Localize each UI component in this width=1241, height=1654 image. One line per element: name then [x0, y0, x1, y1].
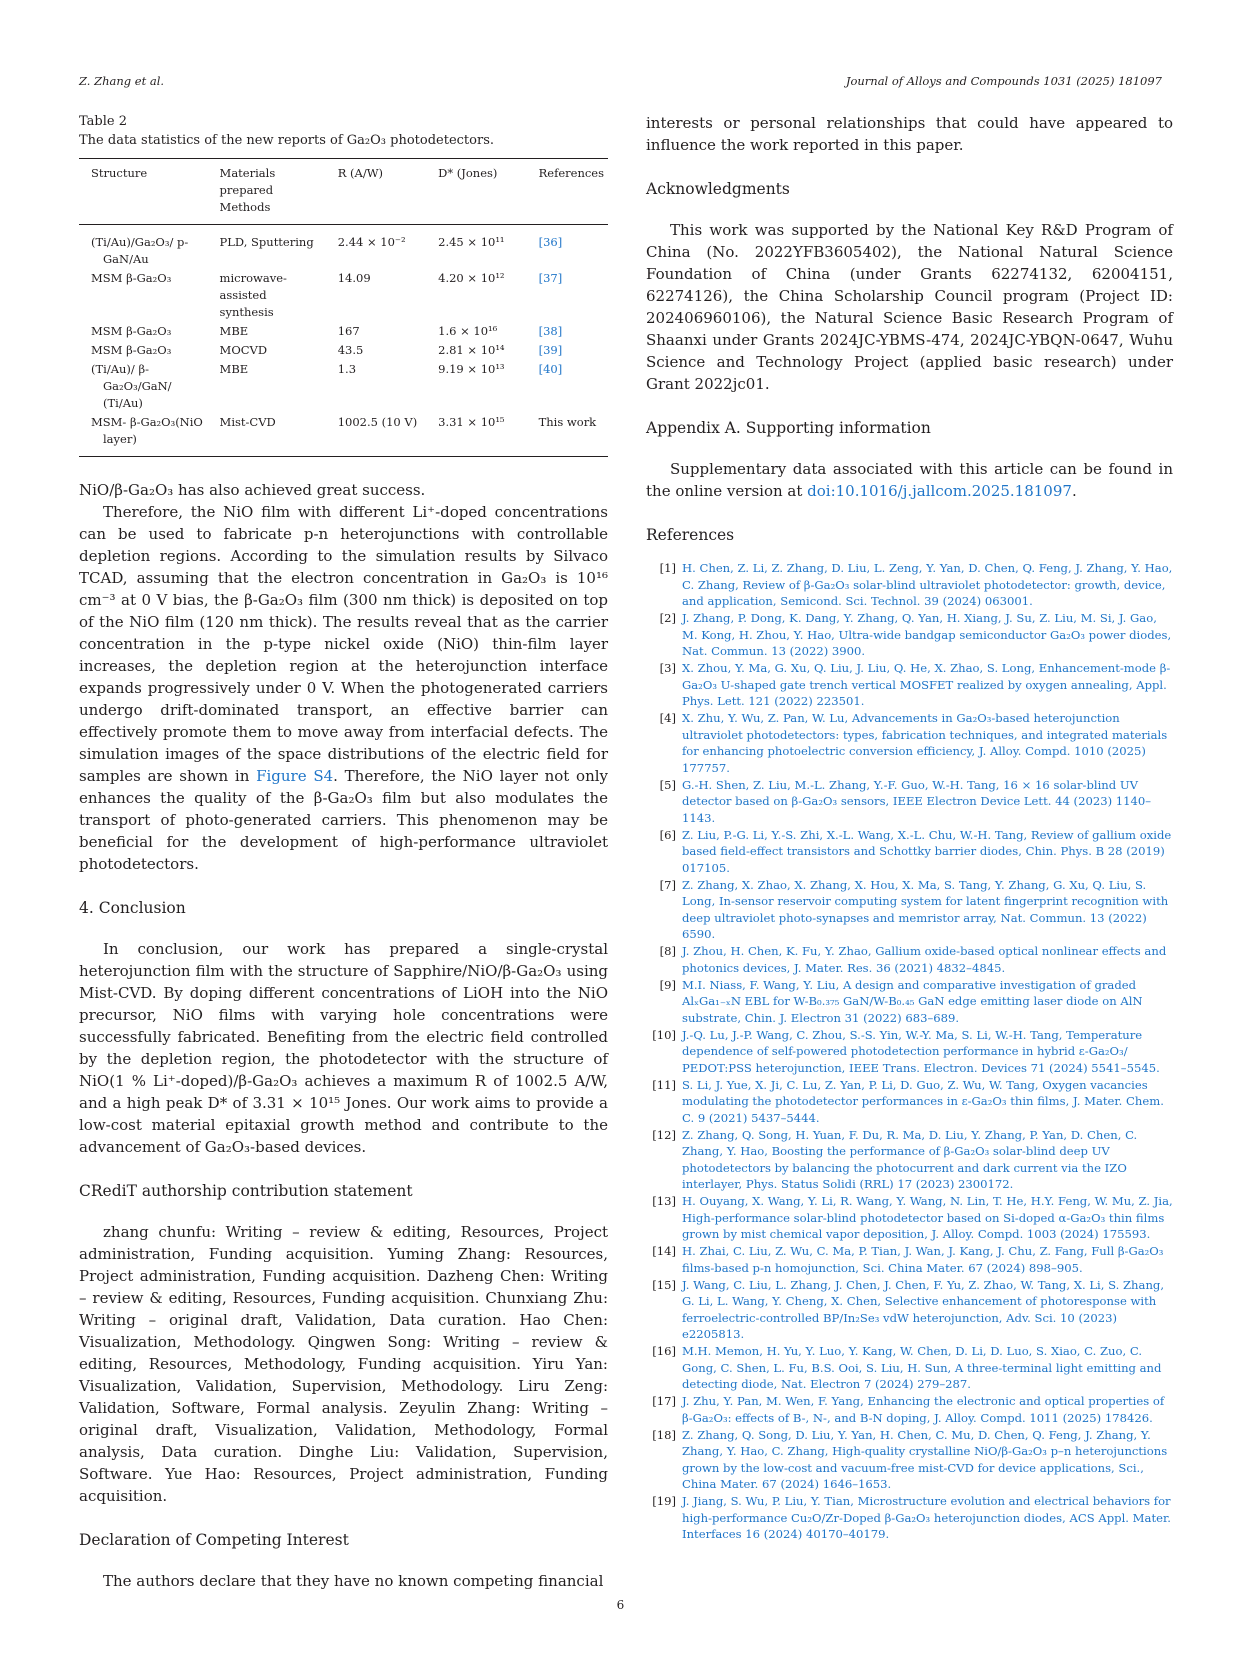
table-row — [79, 269, 608, 322]
table-row — [79, 225, 608, 270]
reference-item — [646, 1077, 1173, 1127]
cell-structure: (Ti/Au)/ β-Ga₂O₃/GaN/ (Ti/Au) — [91, 362, 172, 410]
cell-reference-link[interactable]: [40] — [538, 362, 563, 376]
reference-item — [646, 827, 1173, 877]
reference-number: [4] — [659, 711, 676, 725]
paragraph — [646, 458, 1173, 502]
section-heading-acknowledgments: Acknowledgments — [646, 180, 790, 198]
cell-reference-link[interactable]: [36] — [538, 235, 563, 249]
cell-structure: (Ti/Au)/Ga₂O₃/ p-GaN/Au — [91, 235, 189, 266]
column-header: D* (Jones) — [426, 159, 526, 225]
cell-method: PLD, Sputtering — [219, 235, 314, 249]
reference-number: [5] — [659, 777, 676, 792]
reference-item — [646, 610, 1173, 660]
cell-detectivity: 4.20 × 10¹² — [438, 271, 505, 285]
cell-responsivity: 14.09 — [337, 271, 371, 285]
table-row — [79, 360, 608, 413]
cell-method: MBE — [219, 362, 249, 376]
cell-responsivity: 43.5 — [337, 343, 364, 357]
reference-number: [18] — [652, 1427, 676, 1442]
cell-detectivity: 1.6 × 10¹⁶ — [438, 324, 498, 338]
reference-item — [646, 777, 1173, 827]
paragraph: This work was supported by the National Key R&D Program of China (No. 2022YFB3605402), the National Natural Science Foundation of China (under Grants 62274132, 62004151, 62274126), the China Scholarship Council program (Project ID: 202406960106), the Natural Science Basic Research Program of Shaanxi under Grants 2024JC-YBMS-474, 2024JC-YBQN-0647, Wuhu Science and Technology Project (applied basic research) under Grant 2022jc01. — [646, 221, 1173, 393]
reference-link[interactable]: M.H. Memon, H. Yu, Y. Luo, Y. Kang, W. Chen, D. Li, D. Luo, S. Xiao, C. Zuo, C. Gong, C. Shen, L. Fu, B.S. Ooi, S. Liu, H. Sun, A three-terminal light emitting and detecting diode, Nat. Electron 7 (2024) 279–287. — [682, 1344, 1162, 1391]
reference-number: [15] — [652, 1277, 676, 1292]
reference-number: [6] — [659, 827, 676, 842]
paragraph-text: Therefore, the NiO film with different Li⁺-doped concentrations can be used to fabricate p-n heterojunctions with controllable depletion regions. According to the simulation results by Silvaco TCAD, assuming that the electron concentration in Ga₂O₃ is 10¹⁶ cm⁻³ at 0 V bias, the β-Ga₂O₃ film (300 nm thick) is deposited on top of the NiO film (120 nm thick). The results reveal that as the carrier concentration in the p-type nickel oxide (NiO) thin-film layer increases, the depletion region at the heterojunction interface expands progressively under 0 V. When the photogenerated carriers undergo drift-dominated transport, an effective barrier can effectively promote them to move away from interfacial defects. The simulation images of the space distributions of the electric field for samples are shown in — [79, 503, 608, 785]
reference-item — [646, 660, 1173, 710]
cell-reference-link[interactable]: [39] — [538, 343, 563, 357]
reference-item — [646, 1277, 1173, 1343]
cell-method: MBE — [219, 324, 249, 338]
paragraph: The authors declare that they have no known competing financial — [103, 1572, 604, 1590]
reference-link[interactable]: X. Zhu, Y. Wu, Z. Pan, W. Lu, Advancements in Ga₂O₃-based heterojunction ultraviolet photodetectors: types, fabrication techniques, and integrated materials for enhancing photoelectric conversion efficiency, J. Alloy. Compd. 1010 (2025) 177757. — [682, 711, 1168, 775]
reference-item — [646, 977, 1173, 1027]
reference-link[interactable]: H. Chen, Z. Li, Z. Zhang, D. Liu, L. Zeng, Y. Yan, D. Chen, Q. Feng, J. Zhang, Y. Hao, C. Zhang, Review of β-Ga₂O₃ solar-blind ultraviolet photodetector: growth, device, and application, Semicond. Sci. Technol. 39 (2024) 063001. — [682, 561, 1173, 608]
table-row — [79, 413, 608, 457]
reference-link[interactable]: M.I. Niass, F. Wang, Y. Liu, A design and comparative investigation of graded AlₓGa₁₋ₓN EBL for W-B₀.₃₇₅ GaN/W-B₀.₄₅ GaN edge emitting laser diode on AlN substrate, Chin. J. Electron 31 (2022) 683–689. — [682, 977, 1143, 1025]
figure-s4-link[interactable]: Figure S4 — [256, 767, 334, 785]
cell-responsivity: 167 — [337, 324, 360, 338]
reference-number: [8] — [659, 944, 676, 958]
page-number: 6 — [616, 1598, 625, 1612]
reference-link[interactable]: J. Zhang, P. Dong, K. Dang, Y. Zhang, Q. Yan, H. Xiang, J. Su, Z. Liu, M. Si, J. Gao, M. Kong, H. Zhou, Y. Hao, Ultra-wide bandgap semiconductor Ga₂O₃ power diodes, Nat. Commun. 13 (2022) 3900. — [682, 611, 1172, 658]
reference-number: [14] — [652, 1244, 676, 1258]
paragraph: interests or personal relationships that could have appeared to influence the work reported in this paper. — [646, 114, 1173, 154]
reference-number: [2] — [659, 611, 676, 625]
column-header: R (A/W) — [326, 159, 426, 225]
cell-method: MOCVD — [219, 343, 268, 357]
reference-item — [646, 1393, 1173, 1426]
reference-link[interactable]: Z. Zhang, X. Zhao, X. Zhang, X. Hou, X. Ma, S. Tang, Y. Zhang, G. Xu, Q. Liu, S. Long, In-sensor reservoir computing system for latent fingerprint recognition with deep ultraviolet photo-synapses and memristor array, Nat. Commun. 13 (2022) 6590. — [682, 877, 1169, 941]
table-row — [79, 341, 608, 360]
right-column — [646, 112, 1173, 1543]
cell-structure: MSM β-Ga₂O₃ — [91, 343, 172, 357]
paragraph-text: . Therefore, the NiO layer not only enhances the quality of the β-Ga₂O₃ film but also modulates the transport of photo-generated carriers. This phenomenon may be beneficial for the development of high-performance ultraviolet photodetectors. — [79, 767, 609, 873]
cell-detectivity: 3.31 × 10¹⁵ — [438, 415, 505, 429]
doi-link[interactable]: doi:10.1016/j.jallcom.2025.181097 — [807, 482, 1072, 500]
reference-number: [7] — [659, 877, 676, 892]
left-column — [79, 112, 608, 1592]
cell-structure: MSM β-Ga₂O₃ — [91, 324, 172, 338]
paragraph-text: Supplementary data associated with this article can be found in the online version at — [646, 460, 1173, 500]
cell-structure: MSM β-Ga₂O₃ — [91, 271, 172, 285]
reference-link[interactable]: G.-H. Shen, Z. Liu, M.-L. Zhang, Y.-F. Guo, W.-H. Tang, 16 × 16 solar-blind UV detector based on β-Ga₂O₃ sensors, IEEE Electron Device Lett. 44 (2023) 1140–1143. — [682, 777, 1152, 825]
reference-item — [646, 877, 1173, 943]
section-heading-credit: CRediT authorship contribution statement — [79, 1182, 413, 1200]
table-caption: The data statistics of the new reports of Ga₂O₃ photodetectors. — [79, 133, 495, 148]
data-table — [79, 158, 608, 457]
cell-method: microwave-assisted synthesis — [219, 271, 287, 319]
cell-detectivity: 2.45 × 10¹¹ — [438, 235, 505, 249]
reference-item — [646, 1027, 1173, 1077]
reference-number: [12] — [652, 1127, 676, 1142]
reference-number: [17] — [652, 1394, 676, 1408]
reference-link[interactable]: S. Li, J. Yue, X. Ji, C. Lu, Z. Yan, P. Li, D. Guo, Z. Wu, W. Tang, Oxygen vacancies modulating the photodetector performances in ε-Ga₂O₃ thin films, J. Mater. Chem. C. 9 (2021) 5437–5444. — [682, 1077, 1164, 1125]
reference-link[interactable]: Z. Zhang, Q. Song, H. Yuan, F. Du, R. Ma, D. Liu, Y. Zhang, P. Yan, D. Chen, C. Zhang, Y. Hao, Boosting the performance of β-Ga₂O₃ solar-blind deep UV photodetectors by balancing the photocurrent and dark current via the IZO interlayer, Phys. Status Solidi (RRL) 17 (2023) 2300172. — [682, 1127, 1138, 1191]
reference-number: [10] — [652, 1027, 676, 1042]
table-title: Table 2 — [79, 114, 127, 129]
paragraph: zhang chunfu: Writing – review & editing, Resources, Project administration, Funding acquisition. Yuming Zhang: Resources, Project administration, Funding acquisition. Dazheng Chen: Writing – review & editing, Resources, Funding acquisition. Chunxiang Zhu: Writing – original draft, Validation, Data curation. Hao Chen: Visualization, Methodology. Qingwen Song: Writing – review & editing, Resources, Methodology, Funding acquisition. Yiru Yan: Visualization, Validation, Supervision, Methodology. Liru Zeng: Validation, Software, Formal analysis. Zeyulin Zhang: Writing – original draft, Visualization, Validation, Methodology, Formal analysis, Data curation. Dinghe Liu: Validation, Supervision, Software. Yue Hao: Resources, Project administration, Funding acquisition. — [79, 1223, 608, 1505]
running-header-journal: Journal of Alloys and Compounds 1031 (2025) 181097 — [845, 74, 1162, 88]
cell-structure: MSM- β-Ga₂O₃(NiO layer) — [91, 415, 203, 446]
reference-item — [646, 560, 1173, 610]
section-heading-declaration: Declaration of Competing Interest — [79, 1531, 349, 1549]
reference-link[interactable]: J. Wang, C. Liu, L. Zhang, J. Chen, J. Chen, F. Yu, Z. Zhao, W. Tang, X. Li, S. Zhang, G. Li, L. Wang, Y. Cheng, X. Chen, Selective enhancement of photoresponse with ferroelectric-controlled BP/In₂Se₃ vdW heterojunction, Adv. Sci. 10 (2023) e2205813. — [682, 1277, 1165, 1341]
reference-item — [646, 1127, 1173, 1193]
reference-link[interactable]: H. Ouyang, X. Wang, Y. Li, R. Wang, Y. Wang, N. Lin, T. He, H.Y. Feng, W. Mu, Z. Jia, High-performance solar-blind photodetector based on Si-doped α-Ga₂O₃ thin films grown by mist chemical vapor deposition, J. Alloy. Compd. 1003 (2024) 175593. — [682, 1194, 1173, 1241]
reference-link[interactable]: J. Zhu, Y. Pan, M. Wen, F. Yang, Enhancing the electronic and optical properties of β-Ga₂O₃: effects of B-, N-, and B-N doping, J. Alloy. Compd. 1011 (2025) 178426. — [682, 1394, 1165, 1425]
reference-link[interactable]: Z. Zhang, Q. Song, D. Liu, Y. Yan, H. Chen, C. Mu, D. Chen, Q. Feng, J. Zhang, Y. Zhang, Y. Hao, C. Zhang, High-quality crystalline NiO/β-Ga₂O₃ p–n heterojunctions grown by the low-cost and vacuum-free mist-CVD for device applications, Sci., China Mater. 67 (2024) 1646–1653. — [682, 1427, 1168, 1491]
reference-link[interactable]: Z. Liu, P.-G. Li, Y.-S. Zhi, X.-L. Wang, X.-L. Chu, W.-H. Tang, Review of gallium oxide based field-effect transistors and Schottky barrier diodes, Chin. Phys. B 28 (2019) 017105. — [682, 827, 1172, 875]
paragraph — [79, 501, 608, 875]
cell-method: Mist-CVD — [219, 415, 276, 429]
reference-number: [16] — [652, 1344, 676, 1358]
reference-item — [646, 710, 1173, 776]
section-heading-conclusion: 4. Conclusion — [79, 899, 186, 917]
table-row — [79, 322, 608, 341]
cell-detectivity: 2.81 × 10¹⁴ — [438, 343, 505, 357]
paragraph-text: . — [1071, 482, 1077, 500]
cell-reference: This work — [538, 415, 597, 429]
reference-link[interactable]: H. Zhai, C. Liu, Z. Wu, C. Ma, P. Tian, J. Wan, J. Kang, J. Chu, Z. Fang, Full β-Ga₂O₃ films-based p-n homojunction, Sci. China Mater. 67 (2024) 898–905. — [682, 1244, 1164, 1275]
reference-number: [13] — [652, 1194, 676, 1208]
column-header: References — [527, 159, 608, 225]
section-heading-references: References — [646, 526, 735, 544]
reference-number: [1] — [659, 561, 676, 575]
reference-link[interactable]: J. Zhou, H. Chen, K. Fu, Y. Zhao, Gallium oxide-based optical nonlinear effects and photonics devices, J. Mater. Res. 36 (2021) 4832–4845. — [682, 944, 1167, 975]
cell-responsivity: 1002.5 (10 V) — [337, 415, 418, 429]
reference-list — [646, 560, 1173, 1543]
reference-link[interactable]: J. Jiang, S. Wu, P. Liu, Y. Tian, Microstructure evolution and electrical behaviors for high-performance Cu₂O/Zr-Doped β-Ga₂O₃ heterojunction diodes, ACS Appl. Mater. Interfaces 16 (2024) 40170–40179. — [682, 1494, 1171, 1541]
reference-item — [646, 1343, 1173, 1393]
reference-item — [646, 943, 1173, 976]
cell-reference-link[interactable]: [38] — [538, 324, 563, 338]
reference-number: [11] — [652, 1077, 676, 1092]
column-header: Materials prepared Methods — [208, 159, 326, 225]
paragraph: NiO/β-Ga₂O₃ has also achieved great success. — [79, 481, 426, 499]
reference-number: [9] — [659, 977, 676, 992]
running-header-authors: Z. Zhang et al. — [79, 74, 165, 88]
section-heading-appendix: Appendix A. Supporting information — [646, 419, 931, 437]
reference-number: [3] — [659, 661, 676, 675]
cell-detectivity: 9.19 × 10¹³ — [438, 362, 505, 376]
reference-item — [646, 1193, 1173, 1243]
reference-item — [646, 1427, 1173, 1493]
cell-responsivity: 2.44 × 10⁻² — [337, 235, 406, 249]
column-header: Structure — [79, 159, 208, 225]
reference-item — [646, 1493, 1173, 1543]
reference-item — [646, 1243, 1173, 1276]
reference-link[interactable]: J.-Q. Lu, J.-P. Wang, C. Zhou, S.-S. Yin, W.-Y. Ma, S. Li, W.-H. Tang, Temperature dependence of self-powered photodetection performance in hybrid ε-Ga₂O₃/ PEDOT:PSS heterojunction, IEEE Trans. Electron. Devices 71 (2024) 5541–5545. — [682, 1027, 1160, 1075]
reference-link[interactable]: X. Zhou, Y. Ma, G. Xu, Q. Liu, J. Liu, Q. He, X. Zhao, S. Long, Enhancement-mode β-Ga₂O₃ U-shaped gate trench vertical MOSFET realized by oxygen annealing, Appl. Phys. Lett. 121 (2022) 223501. — [682, 661, 1171, 708]
cell-reference-link[interactable]: [37] — [538, 271, 563, 285]
cell-responsivity: 1.3 — [337, 362, 357, 376]
reference-number: [19] — [652, 1494, 676, 1508]
table-header-row — [79, 159, 608, 225]
paragraph: In conclusion, our work has prepared a single-crystal heterojunction film with the structure of Sapphire/NiO/β-Ga₂O₃ using Mist-CVD. By doping different concentrations of LiOH into the NiO precursor, NiO films with varying hole concentrations were successfully fabricated. Benefiting from the electric field controlled by the depletion region, the photodetector with the structure of NiO(1 % Li⁺-doped)/β-Ga₂O₃ achieves a maximum R of 1002.5 A/W, and a high peak D* of 3.31 × 10¹⁵ Jones. Our work aims to provide a low-cost material epitaxial growth method and contribute to the advancement of Ga₂O₃-based devices. — [79, 940, 608, 1156]
